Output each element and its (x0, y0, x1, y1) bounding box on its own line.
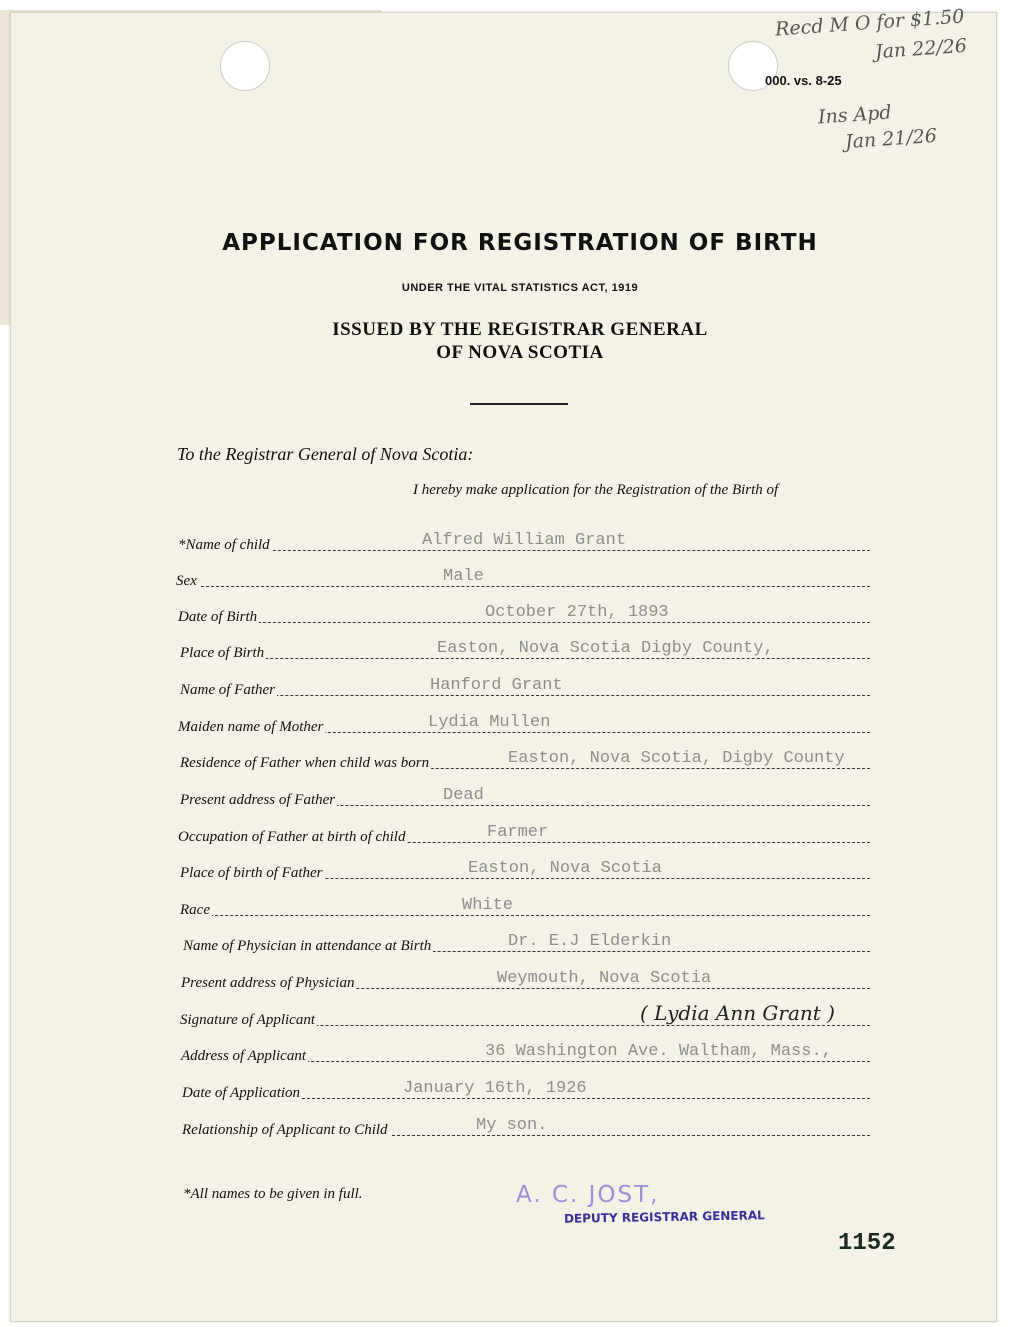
dotted-line (180, 915, 870, 916)
field-label: Residence of Father when child was born (180, 755, 430, 771)
punch-hole (220, 41, 270, 91)
form-field-row (180, 860, 870, 882)
field-value: Alfred William Grant (422, 531, 627, 550)
handwritten-note: Jan 21/26 (844, 124, 938, 154)
dotted-line (178, 622, 870, 623)
field-label: Maiden name of Mother (178, 719, 324, 735)
dotted-line (180, 695, 870, 696)
footnote: *All names to be given in full. (183, 1186, 363, 1202)
form-field-row (178, 532, 870, 554)
field-label: Present address of Father (180, 792, 336, 808)
form-number: 000. vs. 8-25 (765, 73, 842, 88)
form-field-row (178, 604, 870, 626)
stamp-title: DEPUTY REGISTRAR GENERAL (563, 1208, 765, 1226)
handwritten-note: Ins Apd (817, 101, 893, 129)
field-label: Place of Birth (180, 645, 265, 661)
divider (470, 403, 568, 405)
field-label: Signature of Applicant (180, 1012, 315, 1028)
form-field-row (183, 933, 870, 955)
dotted-line (178, 550, 870, 551)
field-value: Hanford Grant (430, 676, 563, 695)
field-label: *Name of child (178, 537, 270, 553)
form-field-row (180, 640, 870, 662)
intro-text: I hereby make application for the Registration of the Birth of (413, 482, 779, 498)
form-field-row (180, 677, 870, 699)
field-value: Farmer (487, 823, 549, 842)
field-label: Relationship of Applicant to Child (182, 1122, 388, 1138)
form-field-row (180, 750, 870, 772)
field-value: Dead (443, 786, 484, 805)
handwritten-note: Jan 22/26 (874, 34, 968, 64)
dotted-line (180, 658, 870, 659)
field-label: Name of Father (180, 682, 275, 698)
subtitle: UNDER THE VITAL STATISTICS ACT, 1919 (401, 282, 639, 294)
field-value: Lydia Mullen (428, 713, 551, 732)
field-label: Address of Applicant (181, 1048, 306, 1064)
field-value: Easton, Nova Scotia, Digby County (508, 749, 845, 768)
field-label: Date of Birth (178, 609, 258, 625)
form-field-row (176, 568, 870, 590)
field-value: Male (443, 567, 484, 586)
field-label: Name of Physician in attendance at Birth (183, 938, 432, 954)
form-field-row (178, 714, 870, 736)
field-value: Easton, Nova Scotia Digby County, (437, 639, 774, 658)
page-title: APPLICATION FOR REGISTRATION OF BIRTH (222, 230, 818, 256)
form-field-row (182, 1080, 870, 1102)
field-label: Date of Application (182, 1085, 301, 1101)
field-value: Weymouth, Nova Scotia (497, 969, 712, 988)
stamp-name: A. C. JOST, (516, 1182, 660, 1208)
field-value: My son. (476, 1116, 548, 1135)
field-value: 36 Washington Ave. Waltham, Mass., (485, 1042, 832, 1061)
form-field-row (180, 1001, 870, 1029)
issuer-line: OF NOVA SCOTIA (436, 342, 604, 363)
field-value: Easton, Nova Scotia (468, 859, 662, 878)
field-label: Present address of Physician (181, 975, 355, 991)
serial-number: 1152 (838, 1230, 896, 1257)
issuer-line: ISSUED BY THE REGISTRAR GENERAL (332, 319, 708, 340)
handwritten-note: Recd M O for $1.50 (774, 5, 966, 41)
issuer (0, 318, 1020, 364)
field-value: October 27th, 1893 (485, 603, 669, 622)
field-value: Dr. E.J Elderkin (508, 932, 672, 951)
form-field-row (181, 1043, 870, 1065)
field-value: January 16th, 1926 (403, 1079, 587, 1098)
form-field-row (178, 824, 870, 846)
field-label: Race (180, 902, 210, 918)
form-field-row (180, 897, 870, 919)
dotted-line (176, 586, 870, 587)
field-label: Sex (176, 573, 197, 589)
form-field-row (182, 1117, 870, 1139)
field-value: White (462, 896, 514, 915)
salutation: To the Registrar General of Nova Scotia: (177, 444, 474, 464)
field-label: Occupation of Father at birth of child (178, 829, 406, 845)
field-label: Place of birth of Father (180, 865, 323, 881)
field-value: ( Lydia Ann Grant ) (640, 1001, 835, 1025)
form-field-row (180, 787, 870, 809)
form-field-row (181, 970, 870, 992)
